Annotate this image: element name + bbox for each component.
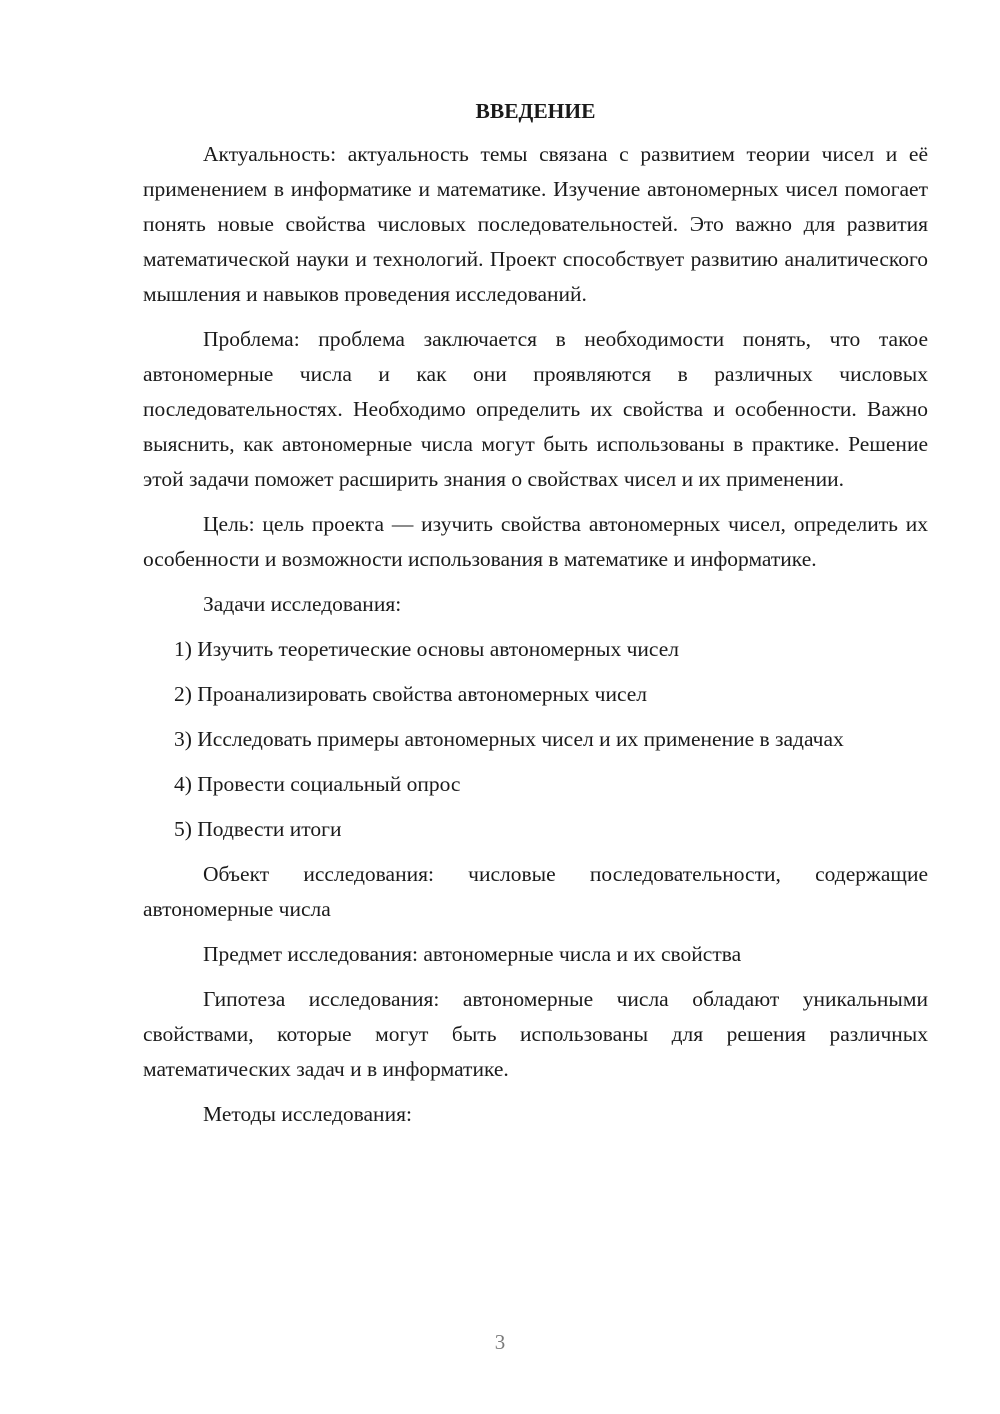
paragraph-tasks-heading: Задачи исследования: — [203, 592, 402, 616]
task-item-5: 5) Подвести итоги — [174, 817, 342, 841]
paragraph-object: Объект исследования: числовые последовательности, содержащие автономерные числа — [143, 862, 928, 921]
paragraph-relevance: Актуальность: актуальность темы связана с развитием теории чисел и её применением в информатике и математике. Изучение автономерных чисел помогает понять новые свойства числовых последовательностей. Это важно для развития математической науки и технологий. Проект способствует развитию аналитического мышления и навыков проведения исследований. — [143, 142, 928, 306]
task-item-4: 4) Провести социальный опрос — [174, 772, 461, 796]
page-number: 3 — [494, 1330, 506, 1354]
paragraph-hypothesis: Гипотеза исследования: автономерные числа обладают уникальными свойствами, которые могут быть использованы для решения различных математических задач и в информатике. — [143, 987, 928, 1081]
task-item-2: 2) Проанализировать свойства автономерных чисел — [174, 682, 648, 706]
paragraph-methods: Методы исследования: — [203, 1102, 412, 1126]
task-item-1: 1) Изучить теоретические основы автономерных чисел — [174, 637, 679, 661]
page-title: ВВЕДЕНИЕ — [475, 99, 596, 123]
paragraph-subject: Предмет исследования: автономерные числа и их свойства — [203, 942, 742, 966]
document-page — [143, 96, 928, 1142]
paragraph-problem: Проблема: проблема заключается в необходимости понять, что такое автономерные числа и как они проявляются в различных числовых последовательностях. Необходимо определить их свойства и особенности. Важно выяснить, как автономерные числа могут быть использованы в практике. Решение этой задачи поможет расширить знания о свойствах чисел и их применении. — [143, 327, 928, 491]
task-item-3: 3) Исследовать примеры автономерных чисел и их применение в задачах — [174, 727, 844, 751]
paragraph-goal: Цель: цель проекта — изучить свойства автономерных чисел, определить их особенности и возможности использования в математике и информатике. — [143, 512, 928, 571]
